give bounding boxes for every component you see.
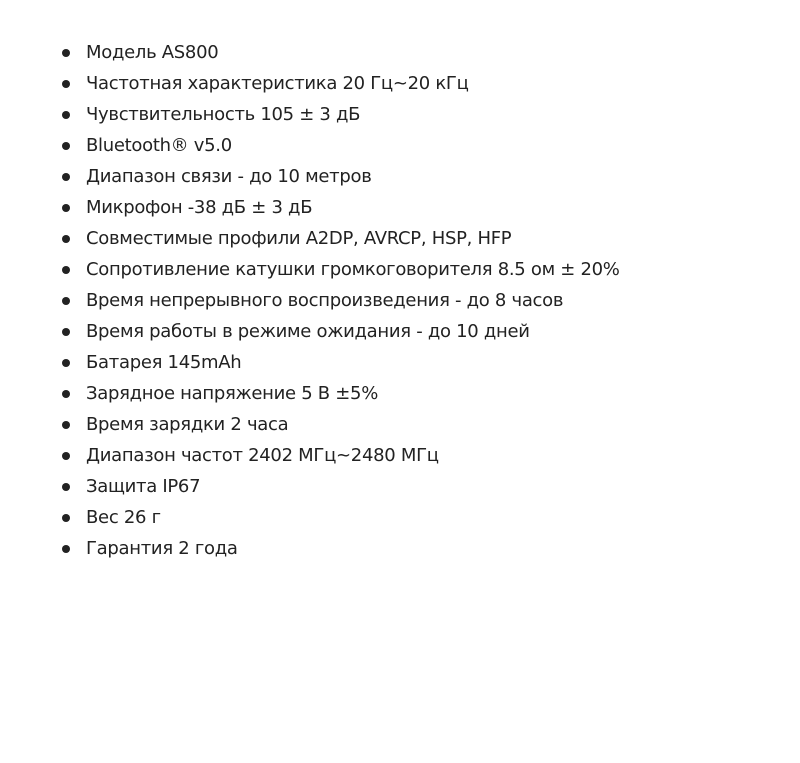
spec-text: Диапазон частот 2402 МГц~2480 МГц bbox=[86, 445, 439, 466]
bullet-icon bbox=[62, 452, 70, 460]
list-item bbox=[62, 316, 620, 347]
bullet-icon bbox=[62, 49, 70, 57]
bullet-icon bbox=[62, 514, 70, 522]
bullet-icon bbox=[62, 359, 70, 367]
list-item bbox=[62, 223, 620, 254]
spec-text: Совместимые профили A2DP, AVRCP, HSP, HFP bbox=[86, 228, 512, 249]
bullet-icon bbox=[62, 80, 70, 88]
bullet-icon bbox=[62, 390, 70, 398]
bullet-icon bbox=[62, 173, 70, 181]
list-item bbox=[62, 161, 620, 192]
bullet-icon bbox=[62, 235, 70, 243]
bullet-icon bbox=[62, 421, 70, 429]
bullet-icon bbox=[62, 111, 70, 119]
spec-text: Время работы в режиме ожидания - до 10 дней bbox=[86, 321, 530, 342]
spec-text: Защита IP67 bbox=[86, 476, 201, 497]
list-item bbox=[62, 285, 620, 316]
bullet-icon bbox=[62, 328, 70, 336]
list-item bbox=[62, 533, 620, 564]
bullet-icon bbox=[62, 266, 70, 274]
list-item bbox=[62, 37, 620, 68]
spec-text: Батарея 145mAh bbox=[86, 352, 242, 373]
spec-text: Время зарядки 2 часа bbox=[86, 414, 289, 435]
bullet-icon bbox=[62, 483, 70, 491]
spec-list bbox=[62, 37, 620, 564]
bullet-icon bbox=[62, 204, 70, 212]
spec-text: Гарантия 2 года bbox=[86, 538, 238, 559]
list-item bbox=[62, 99, 620, 130]
list-item bbox=[62, 68, 620, 99]
list-item bbox=[62, 409, 620, 440]
spec-text: Bluetooth® v5.0 bbox=[86, 135, 232, 156]
spec-text: Диапазон связи - до 10 метров bbox=[86, 166, 372, 187]
list-item bbox=[62, 502, 620, 533]
bullet-icon bbox=[62, 142, 70, 150]
spec-text: Модель AS800 bbox=[86, 42, 219, 63]
list-item bbox=[62, 440, 620, 471]
spec-text: Время непрерывного воспроизведения - до 8 часов bbox=[86, 290, 564, 311]
spec-text: Сопротивление катушки громкоговорителя 8.5 ом ± 20% bbox=[86, 259, 620, 280]
spec-text: Частотная характеристика 20 Гц~20 кГц bbox=[86, 73, 469, 94]
bullet-icon bbox=[62, 545, 70, 553]
list-item bbox=[62, 130, 620, 161]
list-item bbox=[62, 378, 620, 409]
spec-text: Микрофон -38 дБ ± 3 дБ bbox=[86, 197, 313, 218]
list-item bbox=[62, 254, 620, 285]
bullet-icon bbox=[62, 297, 70, 305]
spec-text: Вес 26 г bbox=[86, 507, 161, 528]
list-item bbox=[62, 192, 620, 223]
spec-text: Зарядное напряжение 5 В ±5% bbox=[86, 383, 379, 404]
spec-text: Чувствительность 105 ± 3 дБ bbox=[86, 104, 361, 125]
list-item bbox=[62, 471, 620, 502]
list-item bbox=[62, 347, 620, 378]
